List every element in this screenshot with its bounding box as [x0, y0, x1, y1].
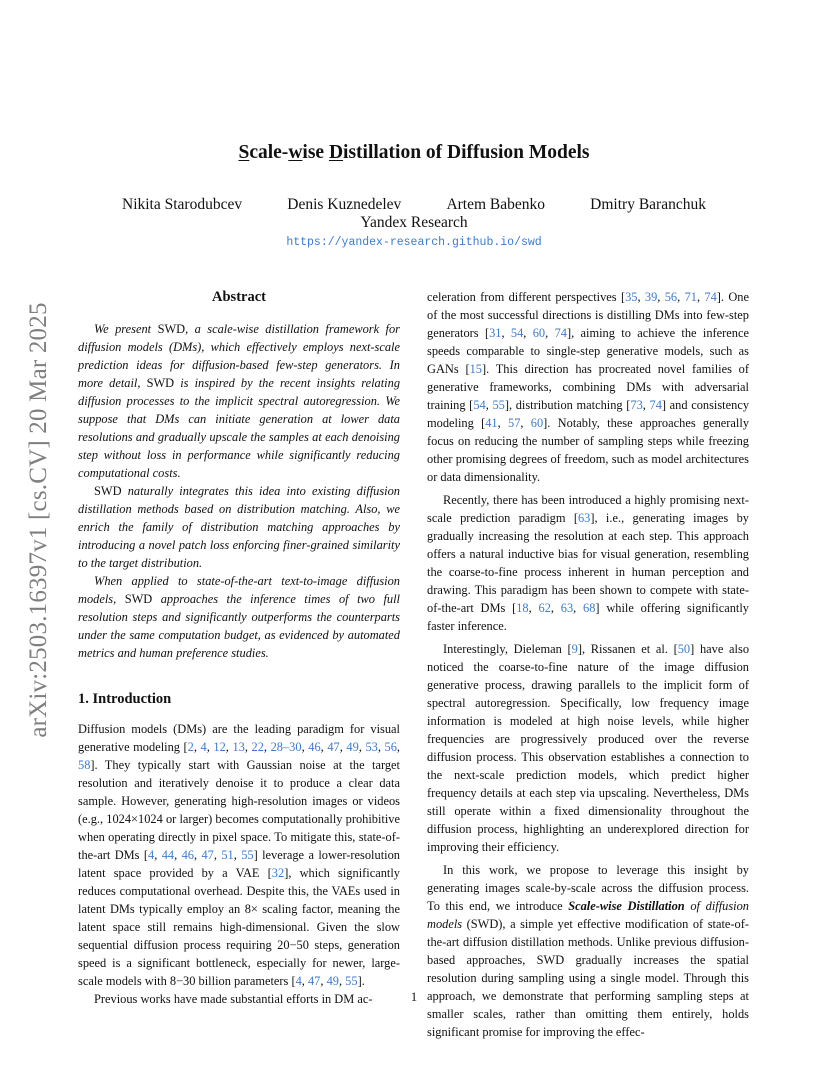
abstract-paragraph: SWD naturally integrates this idea into existing diffusion distillation methods based on distribution matching. Also, we enrich the family of distribution matching approaches by introducing a novel patch loss enforcing finer-grained similarity to the target distribution. — [78, 484, 400, 570]
abstract-paragraph: We present SWD, a scale-wise distillation framework for diffusion models (DMs), which effectively employs next-scale prediction ideas for diffusion-based few-step generators. In more detail, SWD is inspired by the recent insights relating diffusion processes to the implicit spectral autoregression. We suppose that DMs can initiate generation at lower data resolutions and gradually upscale the samples at each denoising step without loss in performance while significantly reducing computational costs. — [78, 322, 401, 480]
author-name: Artem Babenko — [446, 196, 546, 213]
abstract-heading: Abstract — [212, 289, 266, 305]
body-paragraph: Diffusion models (DMs) are the leading paradigm for visual generative modeling [2, 4, 12, 13, 22, 28–30, 46, 47, 49, 53, 56, 58]. They typically start with Gaussian noise at the target resolution and iteratively denoise it to produce a clear data sample. However, generating high-resolution images or videos (e.g., 1024×1024 or larger) becomes computationally prohibitive when operating directly in pixel space. To mitigate this, state-of-the-art DMs [4, 44, 46, 47, 51, 55] leverage a lower-resolution latent space provided by a VAE [32], which significantly reduces computational overhead. Despite this, the VAEs used in latent DMs typically employ an 8× scaling factor, meaning the latent space still remains high-dimensional. Given the slow sequential diffusion process requiring 20−50 steps, generation speed is a significant bottleneck, especially for newer, large-scale models with 8−30 billion parameters [4, 47, 49, 55]. — [78, 722, 400, 988]
affiliation: Yandex Research — [360, 214, 468, 231]
paper-title: Scale-wise Distillation of Diffusion Models — [238, 142, 590, 163]
author-list — [100, 196, 728, 214]
right-column — [427, 288, 749, 1046]
page-number: 1 — [410, 990, 418, 1004]
body-paragraph: Interestingly, Dieleman [9], Rissanen et al. [50] have also noticed the coarse-to-fine nature of the image diffusion generative process, drawing parallels to the implicit form of spectral autoregression. Specifically, low frequency image information is modeled at high noise levels, while higher frequencies are progressively produced over the reverse diffusion process. This observation establishes a connection to the next-scale prediction models, which predict higher frequency details at each step via upscaling. Nevertheless, DMs still operate within a fixed dimensionality throughout the diffusion process, highlighting an underexplored direction for improving their efficiency. — [427, 642, 750, 854]
abstract-paragraph: When applied to state-of-the-art text-to-image diffusion models, SWD approaches the inference times of two full resolution steps and significantly outperforms the counterparts under the same computation budget, as evidenced by automated metrics and human preference studies. — [78, 574, 400, 660]
body-paragraph: Previous works have made substantial efforts in DM ac- — [94, 992, 373, 1006]
body-paragraph: In this work, we propose to leverage this insight by generating images scale-by-scale across the diffusion process. To this end, we introduce Scale-wise Distillation of diffusion models (SWD), a simple yet effective modification of state-of-the-art diffusion distillation methods. Unlike previous diffusion-based approaches, SWD gradually increases the spatial resolution during sampling using a single model. Through this approach, we demonstrate that performing sampling steps at smaller scales, rather than omitting them entirely, holds significant promise for improving the effec- — [427, 863, 749, 1039]
author-name: Dmitry Baranchuk — [590, 196, 706, 213]
project-url-link[interactable]: https://yandex-research.github.io/swd — [286, 236, 542, 249]
author-name: Denis Kuznedelev — [287, 196, 402, 213]
section-heading-introduction: 1. Introduction — [78, 691, 172, 707]
left-column — [78, 288, 400, 1008]
arxiv-identifier: arXiv:2503.16397v1 [cs.CV] 20 Mar 2025 — [25, 302, 52, 738]
body-paragraph: celeration from different perspectives [35, 39, 56, 71, 74]. One of the most successful directions is distilling DMs into few-step generators [31, 54, 60, 74], aiming to achieve the inference speeds comparable to single-step generative models, such as GANs [15]. This direction has procreated novel families of generative frameworks, combining DMs with adversarial training [54, 55], distribution matching [73, 74] and consistency modeling [41, 57, 60]. Notably, these approaches generally focus on reducing the number of sampling steps while freezing other promising degrees of freedom, such as model architectures or data dimensionality. — [427, 290, 750, 484]
body-paragraph: Recently, there has been introduced a highly promising next-scale prediction paradigm [63], i.e., generating images by gradually increasing the resolution at each step. This approach offers a natural inductive bias for visual generation, resembling the coarse-to-fine process inherent in human perception and drawing. This paradigm has been shown to compete with state-of-the-art DMs [18, 62, 63, 68] while offering significantly faster inference. — [427, 493, 750, 633]
author-name: Nikita Starodubcev — [122, 196, 243, 213]
abstract-section — [78, 288, 400, 662]
